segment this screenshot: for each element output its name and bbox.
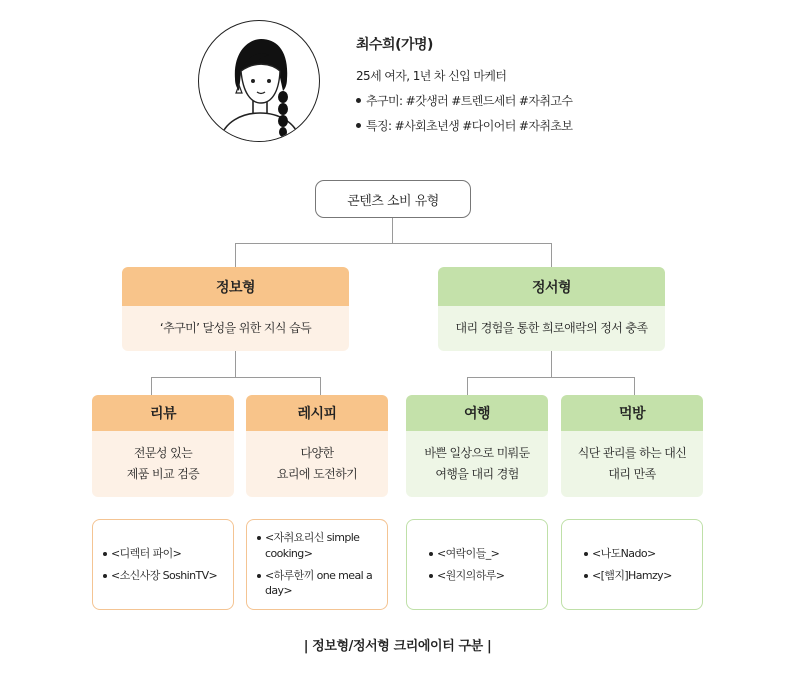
subtype-recipe-description [246, 431, 388, 497]
connector-line [235, 243, 236, 267]
examples-travel [406, 519, 548, 610]
connector-line [551, 243, 552, 267]
connector-line [467, 377, 468, 395]
connector-line [235, 351, 236, 378]
bullet-icon [429, 574, 433, 578]
connector-line [151, 377, 321, 378]
root-node: 콘텐츠 소비 유형 [315, 180, 471, 218]
example-text: <여락이들_> [437, 546, 500, 560]
bullet-icon [356, 123, 361, 128]
bullet-icon [257, 574, 261, 578]
bullet-icon [103, 552, 107, 556]
subtype-recipe-desc-line2: 요리에 도전하기 [276, 467, 358, 481]
example-text: <소신사장 SoshinTV> [111, 568, 218, 582]
persona-avatar [198, 20, 320, 142]
list-item [584, 568, 692, 584]
persona-traits [356, 117, 572, 134]
connector-line [551, 351, 552, 378]
connector-line [235, 243, 552, 244]
examples-recipe [246, 519, 388, 610]
list-item [584, 546, 692, 562]
connector-line [392, 218, 393, 244]
list-item [429, 568, 537, 584]
list-item [257, 530, 377, 562]
bullet-icon [103, 574, 107, 578]
connector-line [634, 377, 635, 395]
example-text: <원지의하루> [437, 568, 505, 582]
bullet-icon [356, 98, 361, 103]
example-text: <나도Nado> [592, 546, 656, 560]
subtype-recipe-desc-line1: 다양한 [300, 446, 334, 460]
subtype-mukbang-desc-line1: 식단 관리를 하는 대신 [577, 446, 687, 460]
list-item [103, 568, 223, 584]
subtype-mukbang-description [561, 431, 703, 497]
subtype-review-header: 리뷰 [92, 395, 234, 431]
bullet-icon [429, 552, 433, 556]
persona-description: 25세 여자, 1년 차 신입 마케터 [356, 69, 507, 83]
connector-line [320, 377, 321, 395]
list-item [103, 546, 223, 562]
subtype-review-description [92, 431, 234, 497]
category-info-header: 정보형 [122, 267, 349, 306]
example-text: <디렉터 파이> [111, 546, 182, 560]
connector-line [467, 377, 635, 378]
example-text: <하루한끼 one meal a day> [265, 568, 373, 598]
subtype-review-desc-line2: 제품 비교 검증 [126, 467, 200, 481]
bullet-icon [584, 574, 588, 578]
bullet-icon [257, 536, 261, 540]
persona-traits-text: 특징: #사회초년생 #다이어터 #자취초보 [366, 119, 573, 133]
list-item [429, 546, 537, 562]
subtype-travel-desc-line2: 여행을 대리 경험 [435, 467, 519, 481]
connector-line [151, 377, 152, 395]
subtype-travel-description [406, 431, 548, 497]
example-text: <[햄지]Hamzy> [592, 568, 672, 582]
subtype-review-desc-line1: 전문성 있는 [133, 446, 193, 460]
category-info-description: ‘추구미’ 달성을 위한 지식 습득 [122, 306, 349, 351]
subtype-travel-header: 여행 [406, 395, 548, 431]
persona-name: 최수희(가명) [356, 37, 433, 53]
persona-interests-text: 추구미: #갓생러 #트렌드세터 #자취고수 [366, 94, 573, 108]
examples-review [92, 519, 234, 610]
subtype-recipe-header: 레시피 [246, 395, 388, 431]
subtype-travel-desc-line1: 바쁜 일상으로 미뤄둔 [424, 446, 530, 460]
subtype-mukbang-header: 먹방 [561, 395, 703, 431]
woman-illustration-icon [199, 21, 320, 142]
category-emotion-header: 정서형 [438, 267, 665, 306]
category-emotion-description: 대리 경험을 통한 희로애락의 정서 충족 [438, 306, 665, 351]
example-text: <자취요리신 simple cooking> [265, 530, 360, 560]
examples-mukbang [561, 519, 703, 610]
bullet-icon [584, 552, 588, 556]
figure-caption: | 정보형/정서형 크리에이터 구분 | [303, 639, 492, 654]
list-item [257, 568, 377, 600]
persona-interests [356, 92, 572, 109]
subtype-mukbang-desc-line2: 대리 만족 [608, 467, 656, 481]
